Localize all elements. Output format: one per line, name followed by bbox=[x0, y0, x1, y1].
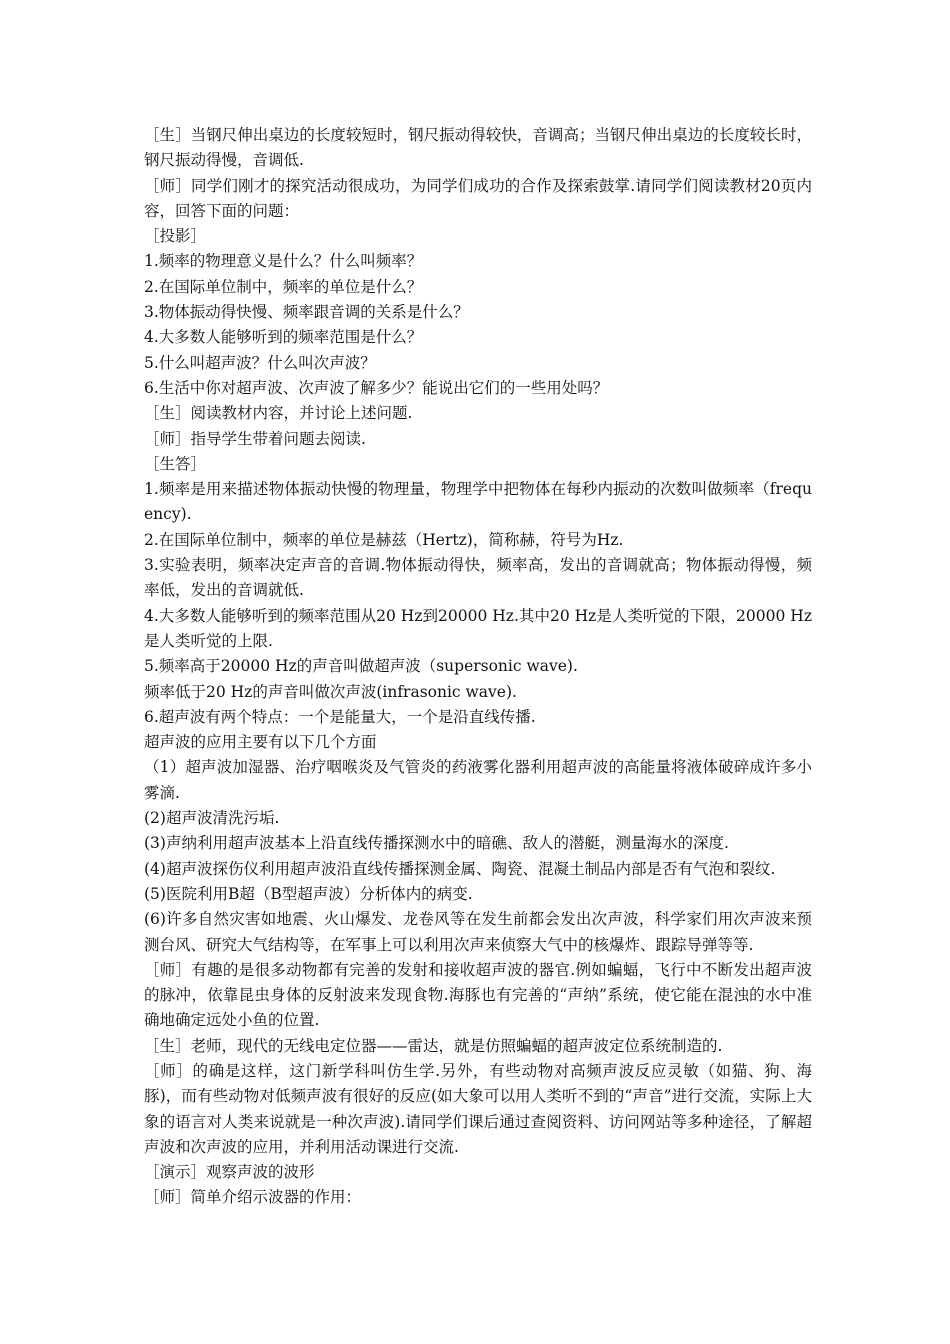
paragraph: 频率低于20 Hz的声音叫做次声波(infrasonic wave). bbox=[144, 682, 517, 701]
list-item: 1.频率是用来描述物体振动快慢的物理量，物理学中把物体在每秒内振动的次数叫做频率（frequency). bbox=[144, 480, 812, 524]
paragraph: ［生］老师，现代的无线电定位器——雷达，就是仿照蝙蝠的超声波定位系统制造的. bbox=[144, 1036, 723, 1055]
list-item: (4)超声波探伤仪利用超声波沿直线传播探测金属、陶瓷、混凝土制品内部是否有气泡和裂纹. bbox=[144, 859, 776, 878]
list-item: 2.在国际单位制中，频率的单位是什么？ bbox=[144, 277, 423, 296]
paragraph: ［师］的确是这样，这门新学科叫仿生学.另外，有些动物对高频声波反应灵敏（如猫、狗、海豚)，而有些动物对低频声波有很好的反应(如大象可以用人类听不到的“声音”进行交流，实际上大象的语言对人类来说就是一种次声波).请同学们课后通过查阅资料、访问网站等多种途径，了解超声波和次声波的应用，并利用活动课进行交流. bbox=[144, 1061, 812, 1156]
paragraph: ［生］阅读教材内容，并讨论上述问题. bbox=[144, 404, 413, 423]
paragraph: 超声波的应用主要有以下几个方面 bbox=[144, 733, 377, 752]
paragraph: ［生答］ bbox=[144, 454, 207, 473]
paragraph: ［投影］ bbox=[144, 227, 207, 246]
list-item: 6.生活中你对超声波、次声波了解多少？能说出它们的一些用处吗？ bbox=[144, 378, 609, 397]
paragraph: ［师］指导学生带着问题去阅读. bbox=[144, 429, 366, 448]
paragraph: ［师］简单介绍示波器的作用： bbox=[144, 1188, 362, 1207]
list-item: 5.频率高于20000 Hz的声音叫做超声波（supersonic wave). bbox=[144, 657, 578, 676]
list-item: 6.超声波有两个特点：一个是能量大，一个是沿直线传播. bbox=[144, 707, 536, 726]
list-item: (6)许多自然灾害如地震、火山爆发、龙卷风等在发生前都会发出次声波，科学家们用次声波来预测台风、研究大气结构等，在军事上可以利用次声来侦察大气中的核爆炸、跟踪导弹等等. bbox=[144, 910, 812, 954]
paragraph: ［师］有趣的是很多动物都有完善的发射和接收超声波的器官.例如蝙蝠，飞行中不断发出超声波的脉冲，依靠昆虫身体的反射波来发现食物.海豚也有完善的“声纳”系统，使它能在混浊的水中准确地确定远处小鱼的位置. bbox=[144, 960, 812, 1030]
list-item: 5.什么叫超声波？什么叫次声波？ bbox=[144, 353, 376, 372]
list-item: 2.在国际单位制中，频率的单位是赫兹（Hertz)，简称赫，符号为Hz. bbox=[144, 530, 624, 549]
list-item: (3)声纳利用超声波基本上沿直线传播探测水中的暗礁、敌人的潜艇，测量海水的深度. bbox=[144, 834, 729, 853]
list-item: 3.物体振动得快慢、频率跟音调的关系是什么？ bbox=[144, 303, 469, 322]
list-item: (2)超声波清洗污垢. bbox=[144, 809, 280, 828]
paragraph: ［生］当钢尺伸出桌边的长度较短时，钢尺振动得较快，音调高；当钢尺伸出桌边的长度较长时，钢尺振动得慢，音调低. bbox=[144, 126, 812, 170]
list-item: 3.实验表明，频率决定声音的音调.物体振动得快，频率高，发出的音调就高；物体振动得慢，频率低，发出的音调就低. bbox=[144, 556, 812, 600]
document-body bbox=[144, 123, 812, 1211]
list-item: 4.大多数人能够听到的频率范围是什么？ bbox=[144, 328, 423, 347]
paragraph: ［师］同学们刚才的探究活动很成功，为同学们成功的合作及探索鼓掌.请同学们阅读教材20页内容，回答下面的问题： bbox=[144, 176, 812, 220]
list-item: （1）超声波加湿器、治疗咽喉炎及气管炎的药液雾化器利用超声波的高能量将液体破碎成许多小雾滴. bbox=[144, 758, 812, 802]
paragraph: ［演示］观察声波的波形 bbox=[144, 1163, 315, 1182]
list-item: 4.大多数人能够听到的频率范围从20 Hz到20000 Hz.其中20 Hz是人类听觉的下限，20000 Hz是人类听觉的上限. bbox=[144, 606, 812, 650]
list-item: (5)医院利用B超（B型超声波）分析体内的病变. bbox=[144, 884, 473, 903]
list-item: 1.频率的物理意义是什么？什么叫频率？ bbox=[144, 252, 423, 271]
